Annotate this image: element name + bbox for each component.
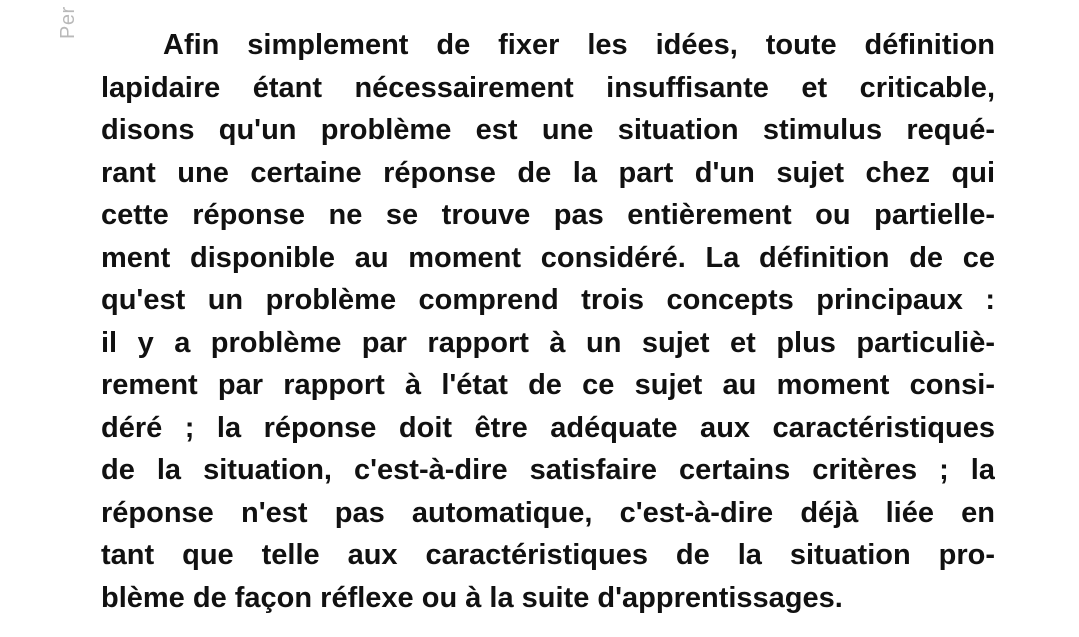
paragraph-line: réponse n'est pas automatique, c'est-à-dire déjà liée en bbox=[101, 496, 995, 529]
paragraph-line: blème de façon réflexe ou à la suite d'apprentissages. bbox=[101, 581, 843, 614]
paragraph-line: il y a problème par rapport à un sujet et plus particuliè- bbox=[101, 326, 995, 359]
paragraph-line: lapidaire étant nécessairement insuffisante et criticable, bbox=[101, 71, 995, 104]
paragraph-line: qu'est un problème comprend trois concepts principaux : bbox=[101, 284, 995, 316]
paragraph-line: Afin simplement de fixer les idées, toute définition bbox=[163, 29, 995, 61]
margin-note: Per bbox=[57, 6, 79, 39]
paragraph-line: déré ; la réponse doit être adéquate aux caractéristiques bbox=[101, 411, 995, 444]
paragraph-line: disons qu'un problème est une situation stimulus requé- bbox=[101, 114, 995, 146]
paragraph-line: cette réponse ne se trouve pas entièrement ou partielle- bbox=[101, 199, 995, 231]
paragraph-line: ment disponible au moment considéré. La définition de ce bbox=[101, 241, 995, 274]
paragraph bbox=[101, 24, 995, 619]
paragraph-line: tant que telle aux caractéristiques de la situation pro- bbox=[101, 539, 995, 571]
paragraph-line: rement par rapport à l'état de ce sujet au moment consi- bbox=[101, 369, 995, 401]
paragraph-line: rant une certaine réponse de la part d'un sujet chez qui bbox=[101, 156, 995, 189]
paragraph-line: de la situation, c'est-à-dire satisfaire certains critères ; la bbox=[101, 454, 995, 486]
